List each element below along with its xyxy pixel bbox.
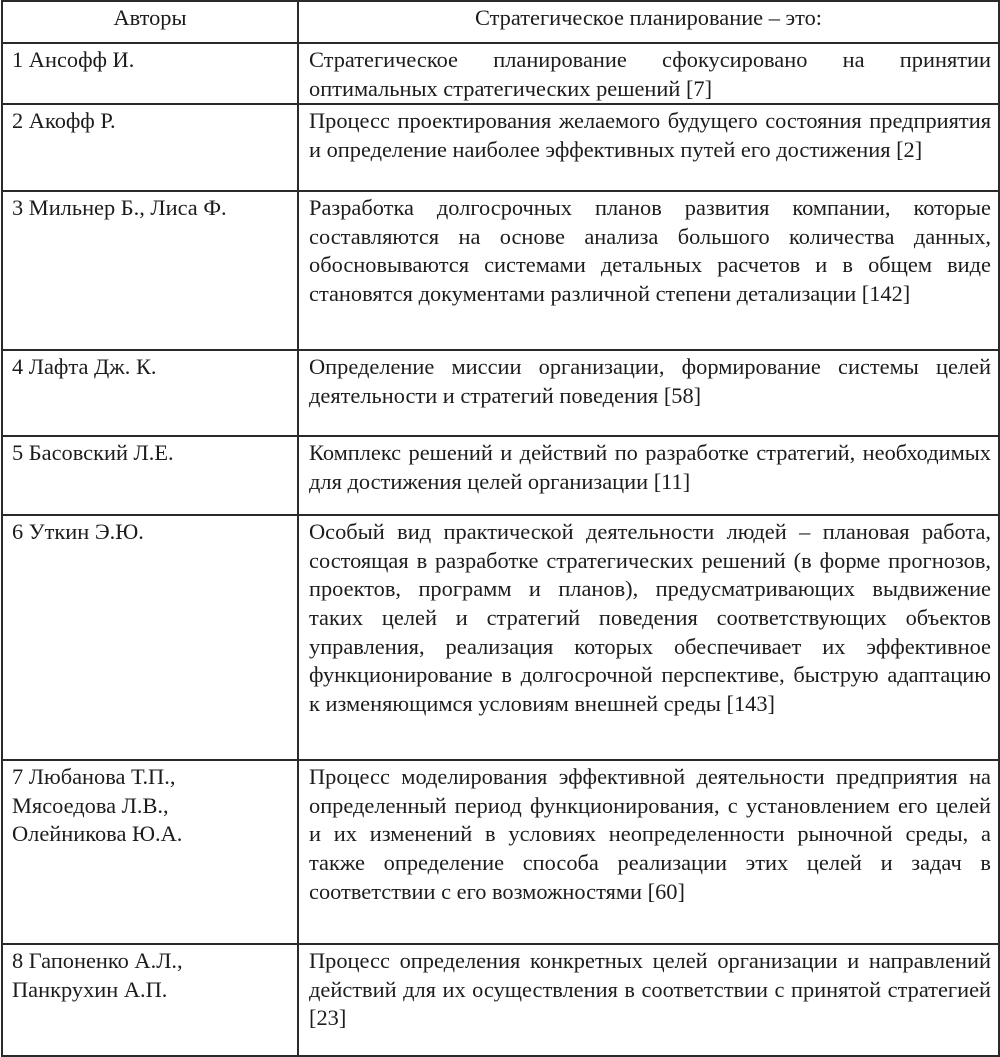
table-row: [2, 515, 999, 760]
table-row: [2, 436, 999, 515]
definition-cell: Разработка долгосрочных планов развития компании, которые составляются на основе анализа большого количества данных, обосновываются системами детальных расчетов и в общем виде становятся документами различной степени детализации [142]: [298, 191, 999, 350]
author-cell: 2 Акофф Р.: [2, 104, 298, 191]
definition-cell: Определение миссии организации, формирование системы целей деятельности и стратегий поведения [58]: [298, 350, 999, 436]
author-cell: 3 Мильнер Б., Лиса Ф.: [2, 191, 298, 350]
author-cell: 7 Любанова Т.П., Мясоедова Л.В., Олейникова Ю.А.: [2, 760, 298, 944]
author-cell: 4 Лафта Дж. К.: [2, 350, 298, 436]
column-header-definition: Стратегическое планирование – это:: [298, 1, 999, 43]
column-header-authors: Авторы: [2, 1, 298, 43]
author-cell: 8 Гапоненко А.Л., Панкрухин А.П.: [2, 944, 298, 1056]
table-header-row: [2, 1, 999, 43]
definition-cell: Комплекс решений и действий по разработке стратегий, необходимых для достижения целей организации [11]: [298, 436, 999, 515]
definition-cell: Процесс определения конкретных целей организации и направлений действий для их осуществления в соответствии с принятой стратегией [23]: [298, 944, 999, 1056]
table-row: [2, 43, 999, 104]
definition-cell: Особый вид практической деятельности людей – плановая работа, состоящая в разработке стратегических решений (в форме прогнозов, проектов, программ и планов), предусматривающих выдвижение таких целей и стратегий поведения соответствующих объектов управления, реализация которых обеспечивает их эффективное функционирование в долгосрочной перспективе, быструю адаптацию к изменяющимся условиям внешней среды [143]: [298, 515, 999, 760]
definitions-table: [1, 0, 1000, 1057]
table-row: [2, 944, 999, 1056]
definition-cell: Стратегическое планирование сфокусировано на принятии оптимальных стратегических решений [7]: [298, 43, 999, 104]
table-row: [2, 104, 999, 191]
definition-cell: Процесс моделирования эффективной деятельности предприятия на определенный период функционирования, с установлением его целей и их изменений в условиях неопределенности рыночной среды, а также определение способа реализации этих целей и задач в соответствии с его возможностями [60]: [298, 760, 999, 944]
author-cell: 5 Басовский Л.Е.: [2, 436, 298, 515]
author-cell: 6 Уткин Э.Ю.: [2, 515, 298, 760]
table-row: [2, 760, 999, 944]
table-row: [2, 350, 999, 436]
definition-cell: Процесс проектирования желаемого будущего состояния предприятия и определение наиболее эффективных путей его достижения [2]: [298, 104, 999, 191]
author-cell: 1 Ансофф И.: [2, 43, 298, 104]
table-row: [2, 191, 999, 350]
